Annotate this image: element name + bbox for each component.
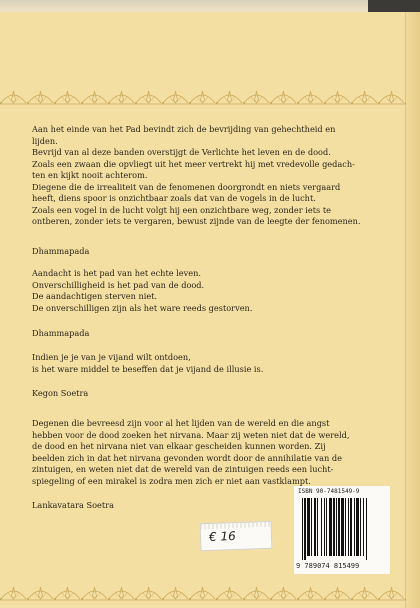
ornamental-border-bottom [0, 580, 406, 606]
text-line: ten en kijkt nooit achterom. [32, 170, 148, 180]
barcode-bar [329, 498, 332, 556]
price-label: € 16 [208, 529, 236, 544]
text-line: heeft, diens spoor is onzichtbaar zoals dat van de vogels in de lucht. [32, 193, 316, 203]
text-line: zintuigen, en weten niet dat de wereld van de zintuigen reeds een lucht- [32, 464, 334, 474]
barcode-bar [333, 498, 335, 556]
barcode-bar [354, 498, 355, 556]
attribution-text: Lankavatara Soetra [32, 500, 114, 510]
attribution-3 [32, 388, 390, 400]
barcode-bar [326, 498, 327, 556]
barcode-bar [324, 498, 325, 556]
text-line: ontberen, zonder iets te vergaren, bewust zijnde van de leegte der fenomenen. [32, 216, 361, 226]
ornament-pattern-top [0, 84, 406, 110]
passage-3 [32, 352, 390, 375]
barcode-bar [336, 498, 337, 556]
barcode-bar [356, 498, 359, 556]
passage-1 [32, 124, 390, 228]
barcode-bar [350, 498, 352, 556]
top-edge [0, 0, 420, 12]
barcode-label [294, 486, 390, 574]
barcode-image [300, 498, 384, 560]
text-line: Zoals een zwaan die opvliegt uit het meer vertrekt hij met vredevolle gedach- [32, 158, 355, 169]
barcode-bar [341, 498, 344, 556]
barcode-bar [366, 498, 367, 560]
text-line: De aandachtigen sterven niet. [32, 291, 158, 301]
text-line: De onverschilligen zijn als het ware reeds gestorven. [32, 302, 253, 313]
attribution-text: Kegon Soetra [32, 388, 89, 398]
text-line: Zoals een vogel in de lucht volgt hij een onzichtbare weg, zonder iets te [32, 204, 331, 215]
barcode-digits: 9 789074 815499 [296, 562, 360, 570]
text-line: Bevrijd van al deze banden overstijgt de Verlichte het leven en de dood. [32, 147, 331, 157]
attribution-text: Dhammapada [32, 246, 90, 256]
barcode-bar [317, 498, 318, 556]
spine-edge [405, 12, 420, 608]
barcode-bar [338, 498, 340, 556]
text-line: Onverschilligheid is het pad van de dood. [32, 279, 205, 290]
text-line: beelden zich in dat het nirvana gevonden wordt door de annihilatie van de [32, 452, 342, 463]
text-line: Indien je je van je vijand wilt ontdoen, [32, 352, 191, 362]
text-line: lijden. [32, 135, 58, 146]
isbn-number: ISBN 90-7481549-9 [298, 488, 360, 495]
text-line: spiegeling of een mirakel is zodra men zich er niet aan vastklampt. [32, 475, 311, 486]
barcode-bar [302, 498, 303, 560]
ornamental-border-top [0, 84, 406, 110]
attribution-text: Dhammapada [32, 328, 90, 338]
dust-jacket-edge [368, 0, 420, 12]
price-sticker [200, 521, 273, 551]
text-line: is het ware middel te beseffen dat je vijand de illusie is. [32, 363, 264, 374]
text-line: de dood en het nirvana niet van elkaar gescheiden kunnen worden. Zij [32, 441, 326, 451]
passage-2 [32, 268, 390, 314]
passage-4 [32, 418, 390, 487]
text-line: Diegene die de irrealiteit van de fenomenen doorgrondt en niets vergaard [32, 181, 341, 192]
barcode-bar [304, 498, 306, 560]
barcode-bar [321, 498, 322, 556]
barcode-bar [307, 498, 310, 556]
ornament-pattern-bottom [0, 580, 406, 606]
barcode-bar [348, 498, 349, 556]
barcode-bar [311, 498, 312, 556]
text-line: hebben voor de dood zoeken het nirvana. Maar zij weten niet dat de wereld, [32, 429, 350, 440]
text-line: Degenen die bevreesd zijn voor al het lijden van de wereld en die angst [32, 418, 330, 428]
barcode-bar [314, 498, 316, 556]
text-line: Aan het einde van het Pad bevindt zich de bevrijding van gehechtheid en [32, 124, 336, 134]
barcode-bar [363, 498, 364, 556]
text-line: Aandacht is het pad van het echte leven. [32, 268, 201, 278]
barcode-bar [360, 498, 361, 556]
attribution-2 [32, 328, 390, 340]
barcode-bar [345, 498, 346, 556]
attribution-1 [32, 246, 390, 258]
